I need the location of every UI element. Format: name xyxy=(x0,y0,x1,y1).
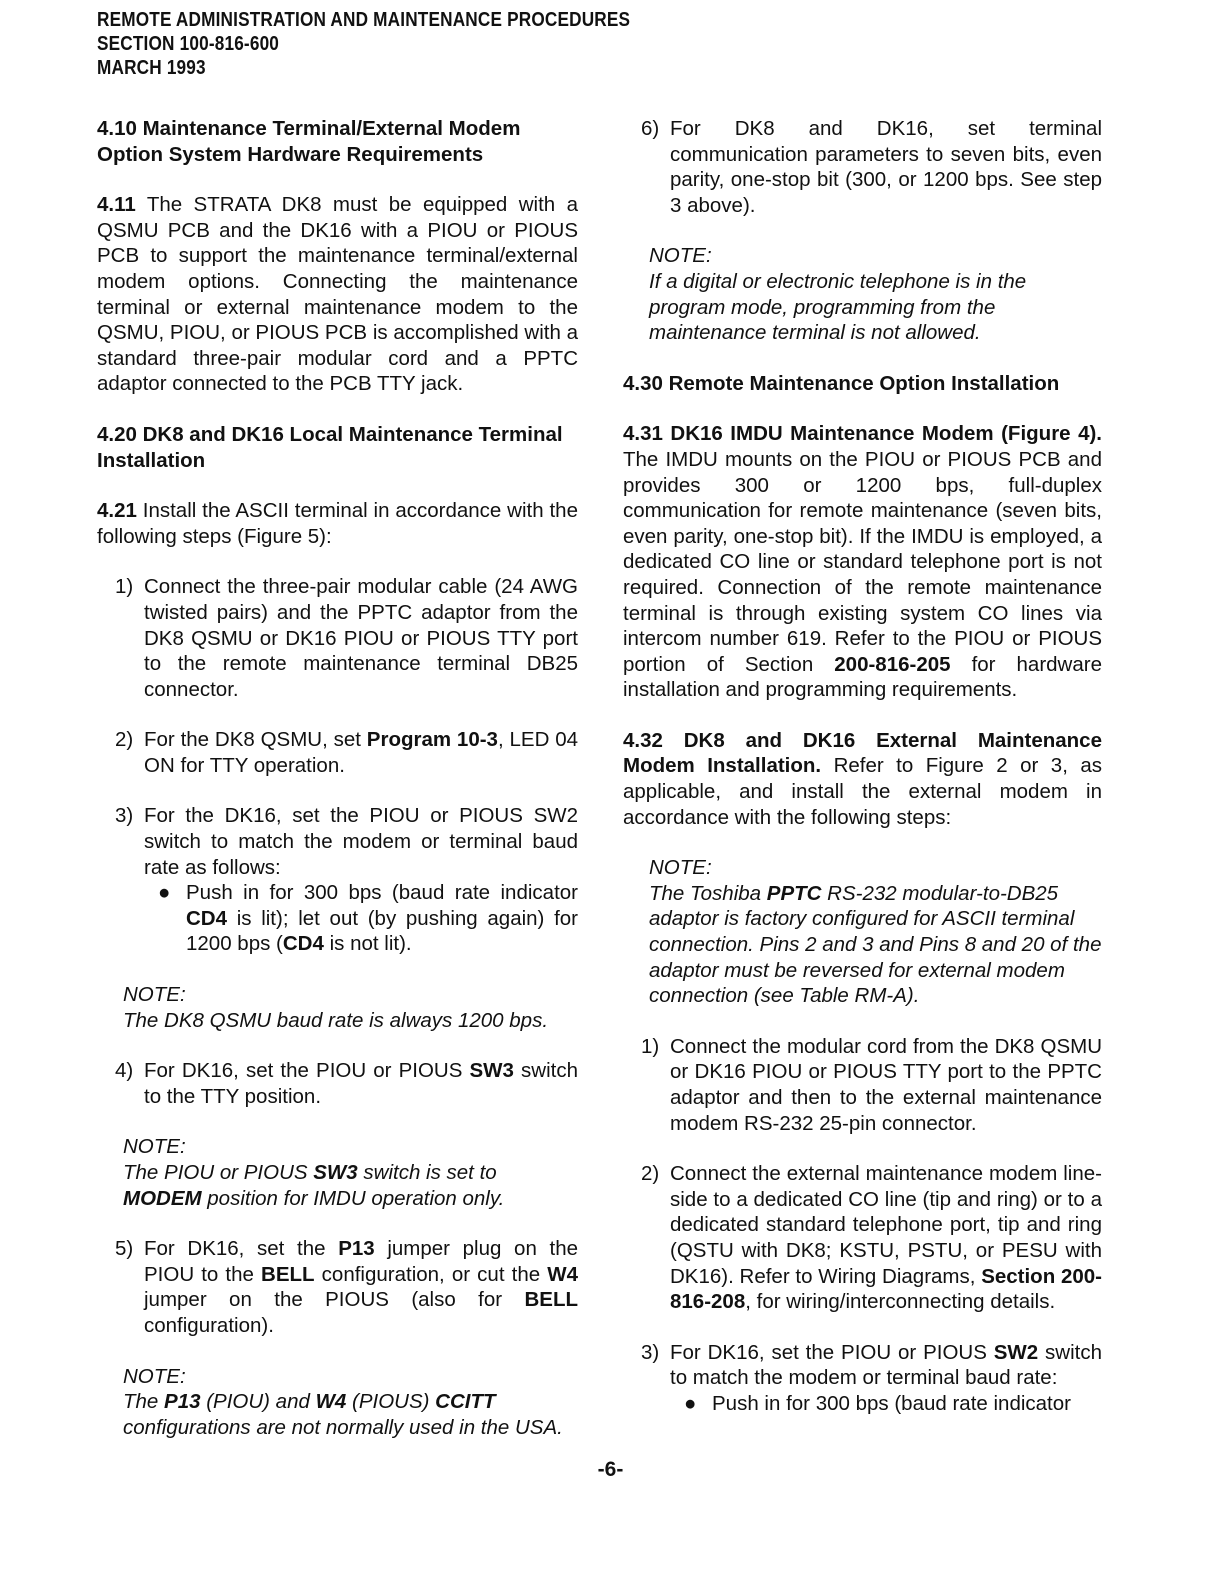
step-number: 5) xyxy=(115,1237,134,1261)
para-text: The STRATA DK8 must be equipped with a QSMU PCB and the DK16 with a PIOU or PIOUS PCB to support the maintenance terminal/external modem options. Connecting the maintenance terminal or external maintenance modem to the QSMU, PIOU, or PIOUS PCB is accomplished with a standard three-pair modular cord and a PPTC adaptor connected to the PCB TTY jack. xyxy=(97,193,578,396)
para-text: Install the ASCII terminal in accordance with the following steps (Figure 5): xyxy=(97,499,578,548)
jumper-ref: P13 xyxy=(164,1390,201,1414)
text-run: configuration). xyxy=(144,1313,274,1337)
text-run: The xyxy=(123,1390,165,1414)
header-date: MARCH 1993 xyxy=(97,57,206,79)
step-5 xyxy=(97,1236,578,1338)
indicator-ref: CD4 xyxy=(186,906,228,930)
text-run: , for wiring/interconnecting details. xyxy=(745,1290,1056,1314)
header-section: SECTION 100-816-600 xyxy=(97,33,280,55)
config-ref: CCITT xyxy=(435,1390,496,1414)
step-number: 3) xyxy=(115,804,134,828)
bullet-text: Push in for 300 bps (baud rate indicator xyxy=(712,1391,1071,1415)
note-text: If a digital or electronic telephone is in the program mode, programming from the maintenance terminal is not allowed. xyxy=(649,269,1027,345)
text-run: position for IMDU operation only. xyxy=(201,1186,505,1210)
note-text: The DK8 QSMU baud rate is always 1200 bps. xyxy=(123,1008,549,1032)
text-run: , LED 04 ON for TTY operation. xyxy=(144,728,578,777)
text-run: For DK16, set the PIOU or PIOUS xyxy=(670,1340,994,1364)
step-text xyxy=(144,1058,578,1109)
step-number: 1) xyxy=(641,1034,660,1058)
note-2 xyxy=(97,1134,578,1211)
section-ref: Section 200-816-208 xyxy=(670,1264,1102,1314)
heading-4-20: 4.20 DK8 and DK16 Local Maintenance Terminal Installation xyxy=(97,422,563,472)
step-r2 xyxy=(623,1161,1102,1315)
text-run: For the DK8 QSMU, set xyxy=(144,728,367,752)
note-label: NOTE: xyxy=(123,983,186,1007)
text-run: Refer to Figure 2 or 3, as applicable, and install the external modem in accordance with the following steps: xyxy=(623,754,1102,829)
note-5 xyxy=(623,855,1102,1009)
right-column xyxy=(623,116,1102,1442)
para-heading: 4.32 DK8 and DK16 External Maintenance Modem Installation. xyxy=(623,728,1102,778)
header-title: REMOTE ADMINISTRATION AND MAINTENANCE PROCEDURES xyxy=(97,9,631,31)
text-run: for hardware installation and programming requirements. xyxy=(623,652,1102,702)
section-ref: 200-816-205 xyxy=(834,652,951,676)
paragraph-4-21 xyxy=(97,498,578,549)
position-ref: MODEM xyxy=(123,1186,202,1210)
jumper-ref: W4 xyxy=(315,1390,347,1414)
jumper-ref: P13 xyxy=(338,1237,375,1261)
switch-ref: SW3 xyxy=(313,1161,358,1184)
text-run: RS-232 modular-to-DB25 adaptor is factory configured for ASCII terminal connection. Pins 2 and 3 and Pins 8 and 20 of the adaptor must be reversed for external modem connection (see Table RM-A). xyxy=(649,881,1102,1008)
step-text: For DK8 and DK16, set terminal communication parameters to seven bits, even parity, one-stop bit (300, or 1200 bps. See step 3 above). xyxy=(670,117,1102,217)
jumper-ref: W4 xyxy=(547,1262,578,1286)
text-run: configuration, or cut the xyxy=(314,1262,548,1286)
indicator-ref: CD4 xyxy=(282,932,324,956)
note-text xyxy=(649,881,1102,1009)
paragraph-4-32 xyxy=(623,728,1102,830)
step-6 xyxy=(623,116,1102,218)
step-text xyxy=(670,1161,1102,1315)
text-run: The IMDU mounts on the PIOU or PIOUS PCB and provides 300 or 1200 bps, full-duplex communication for remote maintenance (seven bits, even parity, one-stop bit). If the IMDU is employed, a dedicated CO line or standard telephone port is not required. Connection of the remote maintenance terminal is through existing system CO lines via intercom number 619. Refer to the PIOU or PIOUS portion of Section xyxy=(623,447,1102,676)
paragraph-4-11 xyxy=(97,192,578,397)
para-number: 4.21 xyxy=(97,499,137,523)
text-run: (PIOU) and xyxy=(200,1390,316,1414)
note-label: NOTE: xyxy=(649,856,712,880)
program-ref: Program 10-3 xyxy=(366,728,498,752)
note-label: NOTE: xyxy=(649,244,712,268)
step-text xyxy=(670,1340,1102,1417)
heading-4-30: 4.30 Remote Maintenance Option Installation xyxy=(623,371,1060,395)
step-text xyxy=(144,803,578,957)
note-label: NOTE: xyxy=(123,1135,186,1159)
heading-4-10: 4.10 Maintenance Terminal/External Modem Option System Hardware Requirements xyxy=(97,117,521,166)
adaptor-ref: PPTC xyxy=(766,881,822,905)
text-run: The Toshiba xyxy=(649,881,767,905)
text-run: switch to the TTY position. xyxy=(144,1059,579,1108)
note-4 xyxy=(623,243,1102,345)
step-number: 2) xyxy=(115,728,134,752)
text-run: For DK16, set the PIOU or PIOUS xyxy=(144,1059,470,1083)
bullet-item xyxy=(144,880,578,957)
text-run: Push in for 300 bps (baud rate indicator xyxy=(186,881,578,905)
text-run: is lit); let out (by pushing again) for 1200 bps ( xyxy=(186,906,578,956)
step-number: 3) xyxy=(641,1340,660,1364)
note-text xyxy=(123,1389,578,1440)
page-header xyxy=(97,8,630,80)
step-r1 xyxy=(623,1034,1102,1136)
note-3 xyxy=(97,1364,578,1441)
page-number: -6- xyxy=(597,1458,624,1481)
text-run: switch is set to xyxy=(357,1161,497,1184)
note-1 xyxy=(97,982,578,1033)
config-ref: BELL xyxy=(524,1288,578,1312)
step-number: 2) xyxy=(641,1162,660,1186)
text-run: The PIOU or PIOUS xyxy=(123,1161,314,1184)
switch-ref: SW2 xyxy=(993,1340,1039,1364)
step-text xyxy=(144,1236,578,1338)
paragraph-4-31 xyxy=(623,421,1102,703)
step-number: 6) xyxy=(641,117,660,140)
note-text xyxy=(123,1160,578,1211)
text-run: configurations are not normally used in the USA. xyxy=(123,1415,563,1439)
text-run: Connect the external maintenance modem line-side to a dedicated CO line (tip and ring) or to a dedicated standard telephone port, tip and ring (QSTU with DK8; KSTU, PSTU, or PESU with DK16). Refer to Wiring Diagrams, xyxy=(670,1162,1102,1288)
step-4 xyxy=(97,1058,578,1109)
text-run: For DK16, set the xyxy=(144,1237,339,1261)
left-column xyxy=(97,116,578,1465)
step-2 xyxy=(97,727,578,778)
step-1 xyxy=(97,574,578,702)
step-number: 4) xyxy=(115,1059,134,1083)
step-number: 1) xyxy=(115,575,134,599)
text-run: is not lit). xyxy=(323,932,412,956)
note-label: NOTE: xyxy=(123,1364,186,1388)
text-run: jumper plug on the PIOU to the xyxy=(144,1237,578,1286)
step-3 xyxy=(97,803,578,957)
bullet-icon: ● xyxy=(684,1391,697,1415)
step-text: Connect the modular cord from the DK8 QSMU or DK16 PIOU or PIOUS TTY port to the PPTC adaptor and then to the external maintenance modem RS-232 25-pin connector. xyxy=(670,1034,1102,1135)
text-run: (PIOUS) xyxy=(346,1390,436,1414)
para-heading: 4.31 DK16 IMDU Maintenance Modem (Figure 4). xyxy=(623,422,1102,446)
text-run: For the DK16, set the PIOU or PIOUS SW2 switch to match the modem or terminal baud rate as follows: xyxy=(144,804,578,879)
step-text xyxy=(144,727,578,778)
para-number: 4.11 xyxy=(97,193,136,217)
text-run: switch to match the modem or terminal baud rate: xyxy=(670,1340,1103,1390)
bullet-icon: ● xyxy=(158,881,171,905)
bullet-item xyxy=(670,1391,1102,1417)
bullet-text xyxy=(186,880,578,957)
step-r3 xyxy=(623,1340,1102,1417)
step-text: Connect the three-pair modular cable (24 AWG twisted pairs) and the PPTC adaptor from the DK8 QSMU or DK16 PIOU or PIOUS TTY port to the remote maintenance terminal DB25 connector. xyxy=(144,575,578,701)
switch-ref: SW3 xyxy=(469,1059,514,1083)
text-run: jumper on the PIOUS (also for xyxy=(144,1288,525,1312)
config-ref: BELL xyxy=(261,1262,315,1286)
